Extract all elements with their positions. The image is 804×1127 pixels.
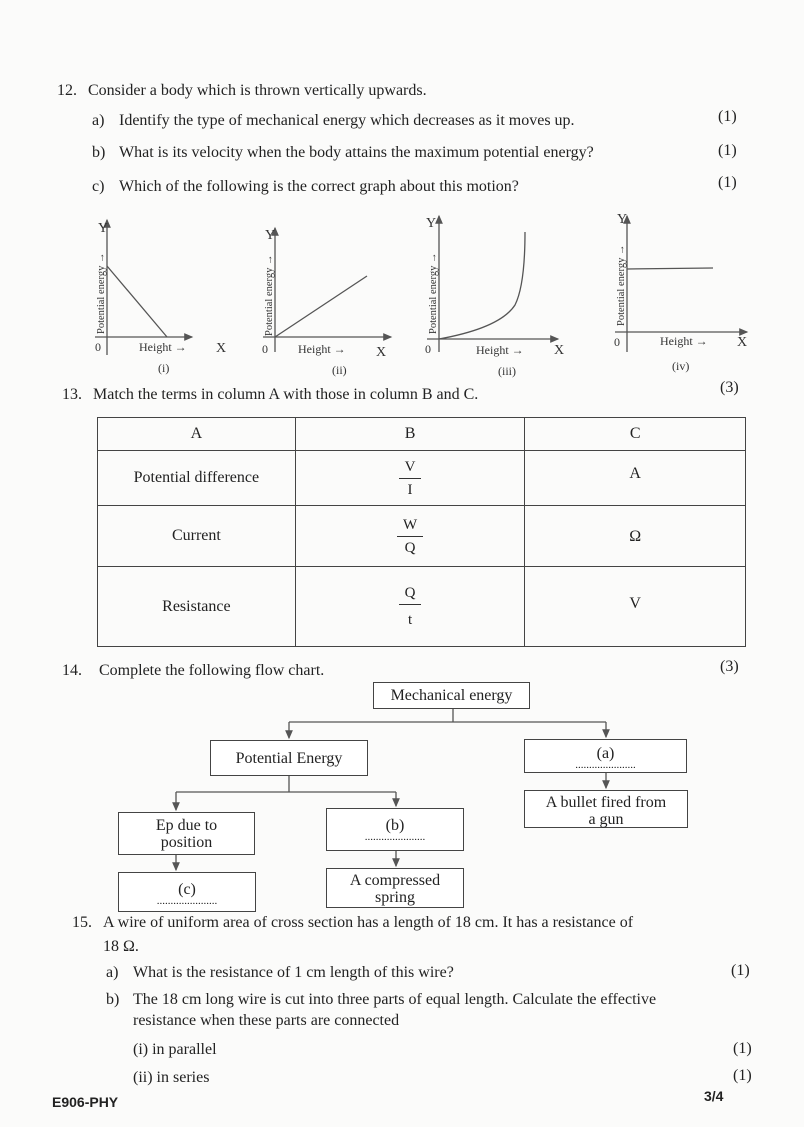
q15b-text-2: resistance when these parts are connected [133, 1012, 400, 1029]
q12b-text: What is its velocity when the body attains the maximum potential energy? [119, 144, 594, 161]
spring-line-2: spring [375, 889, 415, 906]
graph-iv-y-label: Y [617, 212, 628, 227]
q15-text-1: A wire of uniform area of cross section has a length of 18 cm. It has a resistance of [103, 914, 634, 931]
flow-box-mechanical-energy: Mechanical energy [373, 682, 530, 709]
blank-b-dots[interactable]: ...................... [364, 831, 426, 843]
flow-box-b [326, 808, 464, 851]
flow-box-spring [326, 868, 464, 908]
graph-ii-origin: 0 [262, 342, 268, 356]
q14-number: 14. [62, 662, 82, 679]
q15b-ii-text: (ii) in series [133, 1069, 210, 1086]
graph-ii-caption: (ii) [332, 363, 347, 377]
denominator: t [407, 612, 413, 628]
graph-iii-y-label: Y [426, 216, 437, 231]
graph-ii-ylabel: Potential energy → [264, 254, 275, 336]
denominator: Q [404, 539, 416, 556]
numerator: W [397, 516, 423, 537]
cell-c: V [525, 567, 746, 647]
q12b-marks: (1) [718, 142, 737, 159]
q13-number: 13. [62, 386, 82, 403]
graph-iv-origin: 0 [614, 335, 620, 349]
graph-iii-x-label: X [554, 343, 565, 358]
q12c-marks: (1) [718, 174, 737, 191]
q15-text-2: 18 Ω. [103, 938, 139, 955]
q15b-label: b) [106, 991, 120, 1008]
graph-iii-ylabel: Potential energy → [428, 252, 439, 334]
bullet-line-2: a gun [588, 811, 624, 828]
graph-ii-x-label: X [376, 345, 387, 360]
q12c-label: c) [92, 178, 105, 195]
header-c: C [525, 418, 746, 451]
spring-line-1: A compressed [349, 872, 441, 889]
q15b-text-1: The 18 cm long wire is cut into three parts of equal length. Calculate the effective [133, 991, 657, 1008]
q15a-label: a) [106, 964, 119, 981]
page-number: 3/4 [704, 1088, 724, 1104]
denominator: I [407, 481, 413, 498]
graph-ii-y-label: Y [265, 228, 276, 243]
blank-b-label: (b) [385, 817, 405, 834]
cell-c: Ω [525, 506, 746, 567]
graph-i-ylabel: Potential energy → [96, 252, 107, 334]
cell-a: Resistance [98, 567, 296, 647]
header-b: B [295, 418, 525, 451]
graph-iv-xlabel: Height → [660, 334, 708, 348]
q15-number: 15. [72, 914, 92, 931]
blank-a-dots[interactable]: ...................... [575, 759, 636, 771]
ep-line-1: Ep due to [155, 817, 218, 834]
q12a-text: Identify the type of mechanical energy which decreases as it moves up. [119, 112, 575, 129]
q13-marks: (3) [720, 379, 739, 396]
flow-box-bullet [524, 790, 688, 828]
graph-i-origin: 0 [95, 340, 101, 354]
q15a-text: What is the resistance of 1 cm length of this wire? [133, 964, 454, 981]
blank-c-dots[interactable]: ...................... [156, 895, 218, 907]
graph-i-xlabel: Height → [139, 340, 187, 354]
q14-marks: (3) [720, 658, 739, 675]
q12-number: 12. [57, 82, 77, 99]
graph-iii-xlabel: Height → [476, 343, 524, 357]
flow-box-a [524, 739, 687, 773]
q15b-i-marks: (1) [733, 1040, 752, 1057]
ep-line-2: position [160, 834, 213, 851]
q13-text: Match the terms in column A with those in column B and C. [93, 386, 479, 403]
bullet-line-1: A bullet fired from [545, 794, 667, 811]
q15b-ii-marks: (1) [733, 1067, 752, 1084]
flow-box-ep-position [118, 812, 255, 855]
graph-iv-caption: (iv) [672, 359, 690, 373]
graph-i-caption: (i) [158, 361, 170, 375]
q12a-label: a) [92, 112, 105, 129]
graph-iii-caption: (iii) [498, 364, 516, 378]
cell-a: Current [98, 506, 296, 567]
q14-text: Complete the following flow chart. [99, 662, 325, 679]
flow-box-c [118, 872, 256, 912]
graph-iii-origin: 0 [425, 342, 431, 356]
blank-a-label: (a) [596, 745, 615, 762]
q15b-i-text: (i) in parallel [133, 1041, 217, 1058]
q12-text: Consider a body which is thrown vertically upwards. [88, 82, 427, 99]
flow-box-potential-energy: Potential Energy [210, 740, 368, 776]
graph-i-y-label: Y [98, 221, 109, 236]
graph-iv-ylabel: Potential energy → [616, 244, 627, 326]
graph-ii-xlabel: Height → [298, 342, 346, 356]
graph-iv-x-label: X [737, 335, 748, 350]
numerator: Q [399, 584, 422, 605]
paper-code: E906-PHY [52, 1094, 119, 1110]
cell-a: Potential difference [98, 451, 296, 506]
q15a-marks: (1) [731, 962, 750, 979]
graph-i-x-label: X [216, 341, 227, 356]
q12b-label: b) [92, 144, 106, 161]
blank-c-label: (c) [178, 881, 196, 898]
cell-c: A [525, 451, 746, 506]
header-a: A [98, 418, 296, 451]
q12c-text: Which of the following is the correct graph about this motion? [119, 178, 519, 195]
q12a-marks: (1) [718, 108, 737, 125]
numerator: V [399, 458, 422, 479]
